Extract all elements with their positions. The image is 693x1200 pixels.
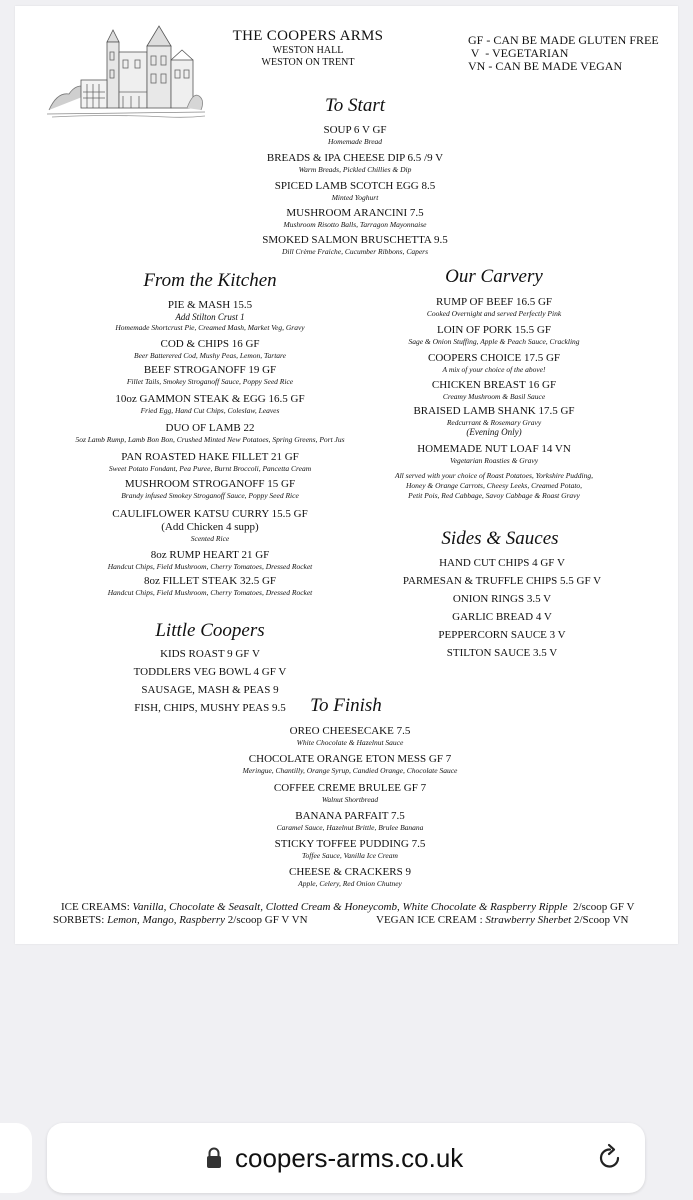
side-item: HAND CUT CHIPS 4 GF V [439, 557, 565, 569]
to-start-list [205, 124, 505, 261]
menu-item [205, 152, 505, 180]
item-note: Add Stilton Crust 1 [175, 312, 245, 322]
menu-item [205, 124, 505, 152]
item-description: Meringue, Chantilly, Orange Syrup, Candied Orange, Chocolate Sauce [242, 766, 458, 775]
menu-item [60, 338, 360, 364]
item-name: HOMEMADE NUT LOAF 14 VN [417, 443, 571, 455]
vegan-ice-cream-line [376, 914, 629, 927]
item-name: CAULIFLOWER KATSU CURRY 15.5 GF [112, 508, 308, 520]
item-name: BRAISED LAMB SHANK 17.5 GF [413, 405, 575, 417]
legend-gluten-free: GF - CAN BE MADE GLUTEN FREE [468, 33, 659, 47]
carvery-note [344, 471, 644, 501]
item-name: 8oz FILLET STEAK 32.5 GF [143, 575, 277, 587]
menu-item [200, 866, 500, 894]
item-name: 10oz GAMMON STEAK & EGG 16.5 GF [115, 393, 305, 405]
vegan-ice-cream-label: VEGAN ICE CREAM : [376, 914, 483, 926]
item-description: Fried Egg, Hand Cut Chips, Coleslaw, Leaves [140, 406, 280, 415]
address-line-2: WESTON ON TRENT [261, 57, 355, 68]
item-description: White Chocolate & Hazelnut Sauce [296, 738, 404, 747]
item-description: Cooked Overnight and served Perfectly Pink [426, 309, 562, 318]
item-description: Dill Crème Fraiche, Cucumber Ribbons, Capers [281, 247, 429, 256]
menu-item [200, 810, 500, 838]
vegan-ice-cream-flavours: Strawberry Sherbet [485, 914, 572, 926]
section-little-coopers: Little Coopers [155, 620, 265, 641]
menu-item [60, 575, 360, 601]
menu-item [60, 299, 360, 338]
menu-item [60, 364, 360, 393]
item-description: Walnut Shortbread [321, 795, 379, 804]
carvery-list [344, 296, 644, 501]
menu-item [344, 379, 644, 405]
menu-item [60, 422, 360, 451]
section-to-start: To Start [324, 95, 386, 116]
menu-item [200, 782, 500, 810]
item-name: SOUP 6 V GF [323, 124, 387, 136]
item-availability: (Evening Only) [466, 427, 522, 437]
to-finish-list [200, 725, 500, 894]
item-name: RUMP OF BEEF 16.5 GF [435, 296, 553, 308]
menu-item [60, 451, 360, 478]
item-description: Fillet Tails, Smokey Stroganoff Sauce, Poppy Seed Rice [126, 377, 294, 386]
item-description: Brandy infused Smokey Stroganoff Sauce, Poppy Seed Rice [121, 491, 299, 500]
item-name: OREO CHEESECAKE 7.5 [289, 725, 411, 737]
menu-item [60, 549, 360, 575]
side-item: ONION RINGS 3.5 V [452, 593, 552, 605]
sorbets-price: 2/scoop GF V VN [227, 914, 308, 926]
menu-item [205, 180, 505, 207]
kids-item: KIDS ROAST 9 GF V [160, 648, 260, 660]
item-name: DUO OF LAMB 22 [165, 422, 255, 434]
side-item: GARLIC BREAD 4 V [452, 611, 552, 623]
kitchen-list [60, 299, 360, 601]
item-name: SMOKED SALMON BRUSCHETTA 9.5 [262, 234, 448, 246]
item-description: Vegetarian Roasties & Gravy [449, 456, 539, 465]
item-name: MUSHROOM STROGANOFF 15 GF [124, 478, 296, 490]
lock-icon [206, 1147, 222, 1169]
reload-icon[interactable] [595, 1143, 625, 1173]
item-name: PIE & MASH 15.5 [167, 299, 253, 311]
restaurant-name: THE COOPERS ARMS [232, 28, 384, 44]
menu-item [200, 838, 500, 866]
item-description: Scented Rice [190, 534, 230, 543]
menu-item [344, 443, 644, 471]
menu-item [205, 234, 505, 261]
item-name: PAN ROASTED HAKE FILLET 21 GF [121, 451, 299, 463]
carvery-note-line: All served with your choice of Roast Potatoes, Yorkshire Pudding, [395, 471, 593, 480]
item-description: Warm Breads, Pickled Chillies & Dip [298, 165, 412, 174]
item-description: Handcut Chips, Field Mushroom, Cherry Tomatoes, Dressed Rocket [107, 588, 313, 597]
section-from-the-kitchen: From the Kitchen [143, 270, 277, 291]
menu-item [60, 508, 360, 549]
sides-list [352, 557, 652, 665]
item-description: Handcut Chips, Field Mushroom, Cherry Tomatoes, Dressed Rocket [107, 562, 313, 571]
side-item: PEPPERCORN SAUCE 3 V [438, 629, 566, 641]
kids-item: SAUSAGE, MASH & PEAS 9 [141, 684, 279, 696]
building-illustration [47, 22, 205, 122]
item-name: COD & CHIPS 16 GF [160, 338, 260, 350]
item-name: CHOCOLATE ORANGE ETON MESS GF 7 [248, 753, 452, 765]
kids-item: FISH, CHIPS, MUSHY PEAS 9.5 [134, 702, 286, 714]
item-name: COOPERS CHOICE 17.5 GF [427, 352, 561, 364]
item-name: LOIN OF PORK 15.5 GF [437, 324, 551, 336]
item-name: COFFEE CREME BRULEE GF 7 [273, 782, 427, 794]
legend-vegetarian: V - VEGETARIAN [468, 46, 569, 60]
item-name: BEEF STROGANOFF 19 GF [143, 364, 277, 376]
item-description: Apple, Celery, Red Onion Chutney [298, 879, 402, 888]
menu-item [344, 324, 644, 352]
item-description: A mix of your choice of the above! [442, 365, 546, 374]
item-name: BANANA PARFAIT 7.5 [295, 810, 405, 822]
kids-item: TODDLERS VEG BOWL 4 GF V [133, 666, 287, 678]
menu-item [60, 478, 360, 508]
item-description: Sweet Potato Fondant, Pea Puree, Burnt Broccoli, Pancetta Cream [108, 464, 312, 473]
item-description: Creamy Mushroom & Basil Sauce [442, 392, 546, 401]
carvery-note-line: Honey & Orange Carrots, Cheesy Leeks, Creamed Potato, [405, 481, 583, 490]
side-item: STILTON SAUCE 3.5 V [446, 647, 558, 659]
item-name: CHEESE & CRACKERS 9 [289, 866, 411, 878]
item-name: STICKY TOFFEE PUDDING 7.5 [274, 838, 426, 850]
section-to-finish: To Finish [310, 695, 382, 716]
menu-item [60, 393, 360, 422]
ice-creams-line [61, 901, 635, 914]
item-name: CHICKEN BREAST 16 GF [431, 379, 557, 391]
menu-item [205, 207, 505, 234]
sorbets-line [53, 914, 308, 927]
sorbets-flavours: Lemon, Mango, Raspberry [107, 914, 226, 926]
item-description: Redcurrant & Rosemary Gravy [446, 418, 542, 427]
ice-creams-flavours: Vanilla, Chocolate & Seasalt, Clotted Cream & Honeycomb, White Chocolate & Raspberry Ripple [132, 901, 568, 913]
menu-item [200, 725, 500, 753]
item-description: Homemade Bread [327, 137, 383, 146]
item-name: 8oz RUMP HEART 21 GF [150, 549, 270, 561]
side-item: PARMESAN & TRUFFLE CHIPS 5.5 GF V [402, 575, 602, 587]
item-supplement: (Add Chicken 4 supp) [161, 521, 259, 533]
menu-item [200, 753, 500, 782]
item-description: Sage & Onion Stuffing, Apple & Peach Sauce, Crackling [408, 337, 580, 346]
item-description: 5oz Lamb Rump, Lamb Bon Bon, Crushed Minted New Potatoes, Spring Greens, Port Jus [75, 435, 345, 444]
address-line-1: WESTON HALL [272, 45, 344, 56]
item-description: Toffee Sauce, Vanilla Ice Cream [302, 851, 398, 860]
item-name: MUSHROOM ARANCINI 7.5 [286, 207, 424, 219]
item-description: Mushroom Risotto Balls, Tarragon Mayonnaise [283, 220, 427, 229]
carvery-note-line: Petit Pois, Red Cabbage, Savoy Cabbage & Roast Gravy [408, 491, 580, 500]
item-name: SPICED LAMB SCOTCH EGG 8.5 [274, 180, 436, 192]
ice-creams-label: ICE CREAMS: [61, 901, 130, 913]
ice-creams-price: 2/scoop GF V [572, 901, 635, 913]
section-our-carvery: Our Carvery [445, 266, 543, 287]
item-description: Beer Batterered Cod, Mushy Peas, Lemon, Tartare [134, 351, 286, 360]
item-description: Minted Yoghurt [331, 193, 379, 202]
vegan-ice-cream-price: 2/Scoop VN [574, 914, 629, 926]
url-text[interactable]: coopers-arms.co.uk [235, 1143, 464, 1173]
section-sides-and-sauces: Sides & Sauces [441, 528, 559, 549]
menu-item [344, 296, 644, 324]
item-name: BREADS & IPA CHEESE DIP 6.5 /9 V [266, 152, 444, 164]
previous-tab-stub[interactable] [0, 1123, 32, 1193]
item-description: Homemade Shortcrust Pie, Creamed Mash, Market Veg, Gravy [115, 323, 305, 332]
item-description: Caramel Sauce, Hazelnut Brittle, Brulee Banana [276, 823, 424, 832]
menu-item [344, 405, 644, 443]
menu-item [344, 352, 644, 379]
sorbets-label: SORBETS: [53, 914, 105, 926]
legend-vegan: VN - CAN BE MADE VEGAN [468, 59, 623, 73]
